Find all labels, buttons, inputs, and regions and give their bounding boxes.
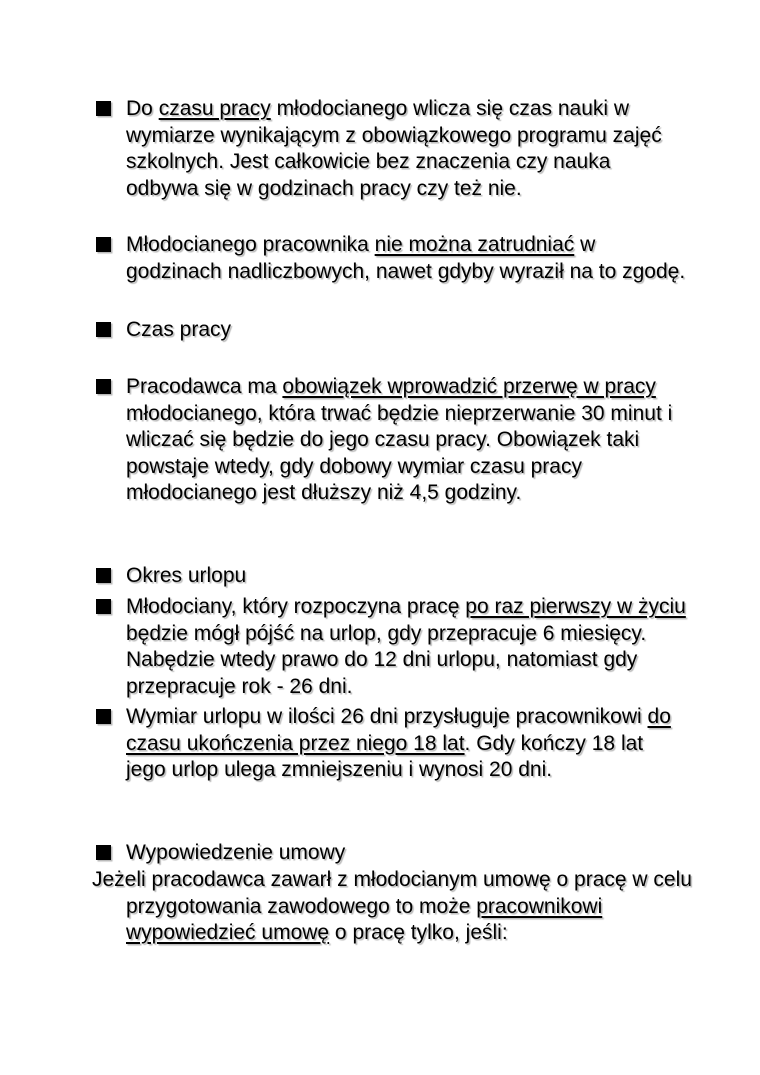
- bullet-item-leave-amount: [96, 704, 686, 784]
- bullet-item-heading-termination: [96, 840, 686, 867]
- bullet-text: Młodocianego pracownika nie można zatrudniać w godzinach nadliczbowych, nawet gdyby wyraził na to zgodę.: [126, 233, 686, 283]
- termination-paragraph: Jeżeli pracodawca zawarł z młodocianym umowę o pracę w celu przygotowania zawodowego to może pracownikowi wypowiedzieć umowę o pracę tylko, jeśli:: [92, 868, 692, 944]
- bullet-item-first-job-leave: [96, 594, 686, 700]
- bullet-text: Do czasu pracy młodocianego wlicza się czas nauki w wymiarze wynikającym z obowiązkowego programu zajęć szkolnych. Jest całkowicie bez znaczenia czy nauka odbywa się w godzinach pracy czy też nie.: [126, 97, 662, 200]
- square-bullet-icon: [96, 568, 111, 583]
- underlined-phrase: obowiązek wprowadzić przerwę w pracy: [282, 375, 656, 398]
- bullet-item-overtime: [96, 232, 686, 285]
- section-heading: Wypowiedzenie umowy: [126, 841, 346, 864]
- bullet-item-heading-leave-period: [96, 563, 686, 590]
- bullet-item-heading-working-time: [96, 317, 686, 344]
- underlined-phrase: nie można zatrudniać: [374, 233, 575, 256]
- bullet-text: Pracodawca ma obowiązek wprowadzić przerwę w pracy młodocianego, która trwać będzie nieprzerwanie 30 minut i wliczać się będzie do jego czasu pracy. Obowiązek taki powstaje wtedy, gdy dobowy wymiar czasu pracy młodocianego jest dłuższy niż 4,5 godziny.: [126, 375, 673, 504]
- underlined-phrase: do czasu ukończenia przez niego 18 lat: [126, 705, 671, 755]
- bullet-text: Młodociany, który rozpoczyna pracę po raz pierwszy w życiu będzie mógł pójść na urlop, gdy przepracuje 6 miesięcy. Nabędzie wtedy prawo do 12 dni urlopu, natomiast gdy przepracuje rok - 26 dni.: [126, 595, 686, 698]
- square-bullet-icon: [96, 379, 111, 394]
- square-bullet-icon: [96, 845, 111, 860]
- square-bullet-icon: [96, 709, 111, 724]
- underlined-phrase: czasu pracy: [158, 97, 271, 120]
- section-heading: Okres urlopu: [126, 564, 247, 587]
- underlined-phrase: po raz pierwszy w życiu: [465, 595, 686, 618]
- square-bullet-icon: [96, 322, 111, 337]
- section-heading: Czas pracy: [126, 318, 232, 341]
- underlined-phrase: pracownikowi wypowiedzieć umowę: [126, 894, 603, 944]
- square-bullet-icon: [96, 101, 111, 116]
- bullet-text: Wymiar urlopu w ilości 26 dni przysługuje pracownikowi do czasu ukończenia przez niego 18 lat. Gdy kończy 18 lat jego urlop ulega zmniejszeniu i wynosi 20 dni.: [126, 705, 671, 781]
- bullet-item-break: [96, 374, 686, 507]
- square-bullet-icon: [96, 237, 111, 252]
- bullet-item-working-time-education: [96, 96, 686, 202]
- square-bullet-icon: [96, 599, 111, 614]
